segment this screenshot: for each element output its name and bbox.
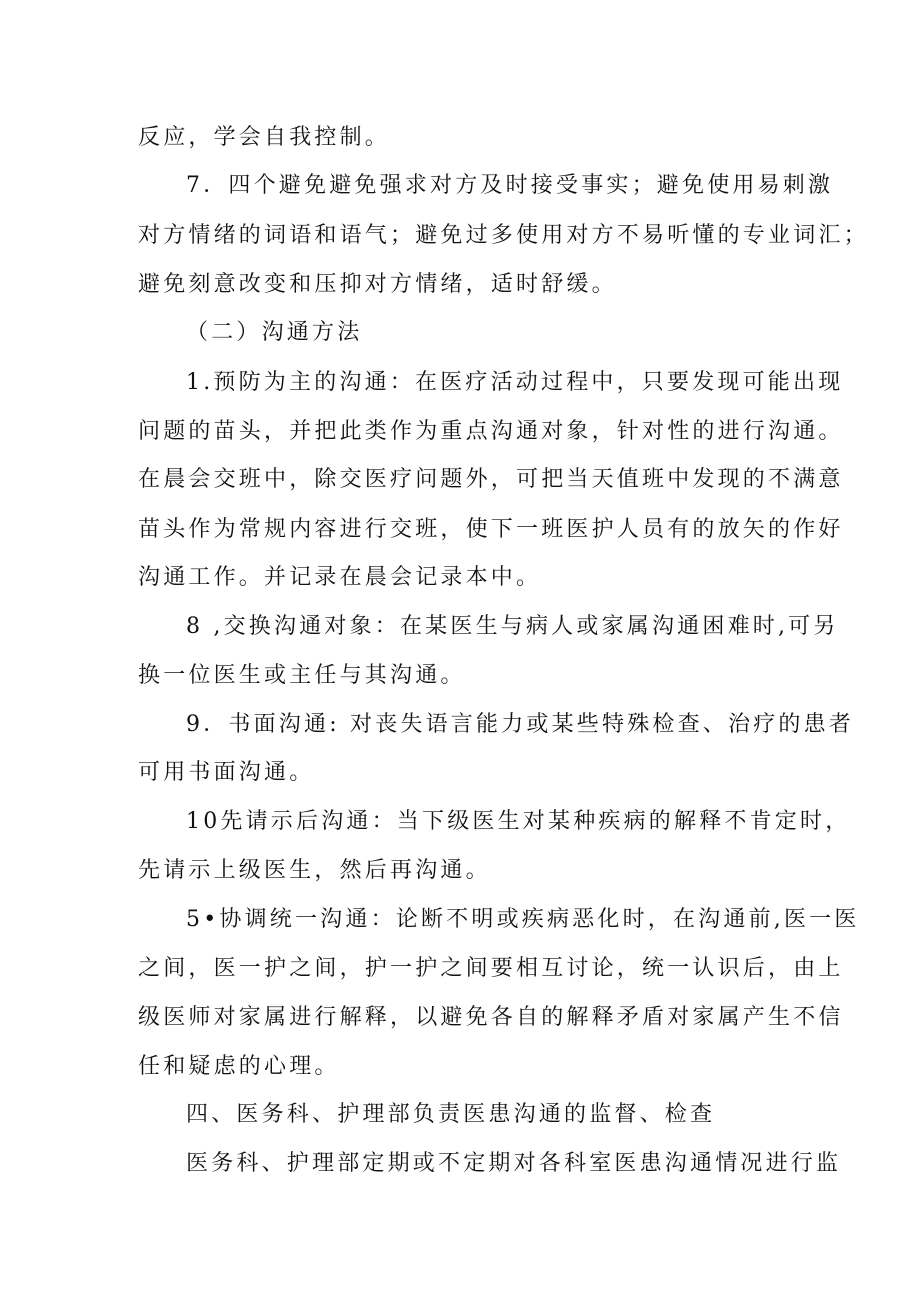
text-line: 7．四个避免避免强求对方及时接受事实；避免使用易刺激	[186, 173, 834, 198]
text-line: 10先请示后沟通：当下级医生对某种疾病的解释不肯定时，	[186, 809, 851, 834]
text-line: 1.预防为主的沟通：在医疗活动过程中，只要发现可能出现	[186, 370, 844, 395]
text-line: 9．书面沟通: 对丧失语言能力或某些特殊检查、治疗的患者	[186, 712, 855, 737]
text-line: 任和疑虑的心理。	[138, 1054, 340, 1079]
section-heading: 四、医务科、护理部负责医患沟通的监督、检查	[186, 1102, 716, 1127]
section-heading: （二）沟通方法	[186, 320, 363, 345]
text-line: 苗头作为常规内容进行交班，使下一班医护人员有的放矢的作好	[138, 517, 844, 542]
text-line: 对方情绪的词语和语气；避免过多使用对方不易听懂的专业词汇；	[138, 223, 869, 248]
text-line: 5•协调统一沟通：论断不明或疾病恶化时，在沟通前,医一医	[186, 907, 860, 932]
text-line: 级医师对家属进行解释，以避免各自的解释矛盾对家属产生不信	[138, 1005, 844, 1030]
text-line: 避免刻意改变和压抑对方情绪，适时舒缓。	[138, 272, 617, 297]
text-line: 问题的苗头，并把此类作为重点沟通对象，针对性的进行沟通。	[138, 419, 844, 444]
text-line: 医务科、护理部定期或不定期对各科室医患沟通情况进行监	[186, 1151, 842, 1176]
text-line: 在晨会交班中，除交医疗问题外，可把当天值班中发现的不满意	[138, 467, 844, 492]
text-line: 可用书面沟通。	[138, 760, 315, 785]
text-line: 之间，医一护之间，护一护之间要相互讨论，统一认识后，由上	[138, 956, 844, 981]
text-line: 换一位医生或主任与其沟通。	[138, 663, 466, 688]
text-line: 沟通工作。并记录在晨会记录本中。	[138, 565, 542, 590]
text-line: 反应，学会自我控制。	[138, 125, 391, 150]
text-line: 8 ,交换沟通对象：在某医生与病人或家属沟通困难时,可另	[186, 614, 839, 639]
text-line: 先请示上级医生，然后再沟通。	[138, 858, 491, 883]
